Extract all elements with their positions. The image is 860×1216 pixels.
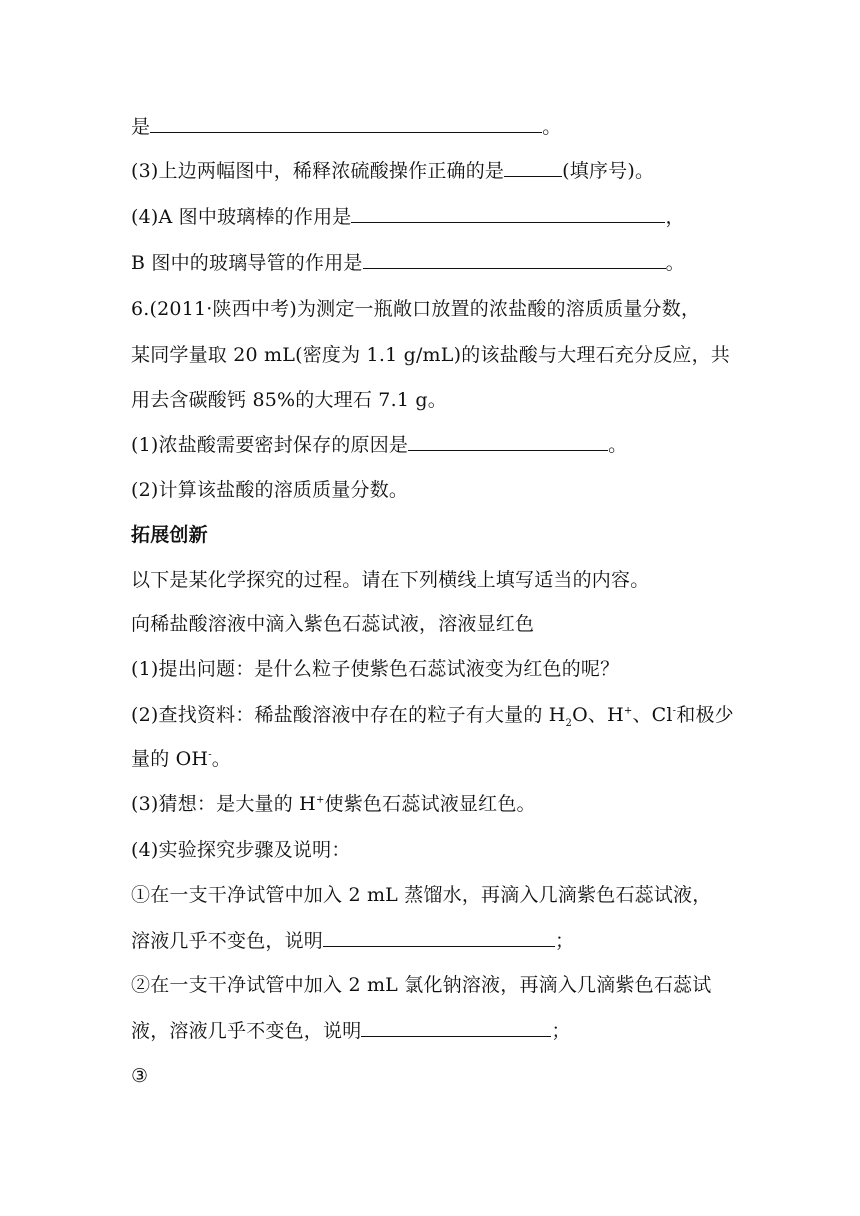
text: 是 [131, 116, 151, 138]
text: (4)A 图中玻璃棒的作用是 [131, 206, 352, 228]
text: 。 [608, 434, 628, 456]
superscript: - [208, 749, 212, 761]
step-2-line-2 [131, 746, 741, 772]
answer-blank[interactable] [363, 250, 666, 269]
text: 、Cl [632, 704, 673, 726]
answer-blank[interactable] [408, 432, 608, 451]
text: (2)查找资料：稀盐酸溶液中存在的粒子有大量的 H [131, 704, 566, 726]
step-4-line: (4)实验探究步骤及说明： [131, 839, 351, 861]
experiment-2-line-1: ②在一支干净试管中加入 2 mL 氯化钠溶液，再滴入几滴紫色石蕊试 [131, 974, 712, 996]
experiment-1-line-1: ①在一支干净试管中加入 2 mL 蒸馏水，再滴入几滴紫色石蕊试液， [131, 884, 712, 906]
answer-blank[interactable] [150, 114, 542, 133]
superscript: - [672, 705, 677, 717]
text: (3)猜想：是大量的 H [131, 793, 316, 815]
answer-blank[interactable] [351, 204, 665, 223]
q6-stem-line-2: 某同学量取 20 mL(密度为 1.1 g/mL)的该盐酸与大理石充分反应，共 [131, 344, 731, 366]
text: B 图中的玻璃导管的作用是 [131, 252, 363, 274]
subscript: 2 [565, 717, 573, 729]
text: 量的 OH [131, 748, 209, 770]
step-3-line [131, 791, 741, 817]
phenomenon-line: 向稀盐酸溶液中滴入紫色石蕊试液，溶液显红色 [131, 613, 535, 635]
q5-3-line [131, 158, 741, 184]
q5-4-line-1 [131, 204, 741, 230]
answer-blank[interactable] [323, 928, 555, 947]
q5-4-line-2 [131, 250, 741, 276]
q6-stem-line-3: 用去含碳酸钙 85%的大理石 7.1 g。 [131, 389, 447, 411]
answer-blank[interactable] [504, 158, 562, 177]
text: ； [551, 1020, 571, 1042]
text: (3)上边两幅图中，稀释浓硫酸操作正确的是 [131, 160, 505, 182]
text: 。 [542, 116, 562, 138]
answer-blank[interactable] [361, 1018, 551, 1037]
section-heading: 拓展创新 [131, 524, 208, 546]
experiment-2-line-2 [131, 1018, 741, 1044]
superscript: + [315, 794, 325, 806]
superscript: + [623, 705, 633, 717]
experiment-1-line-2 [131, 928, 741, 954]
text: 液，溶液几乎不变色，说明 [131, 1020, 362, 1042]
text: 使紫色石蕊试液显红色。 [324, 793, 536, 815]
q5-2-answer-line [131, 114, 741, 140]
text: 。 [211, 748, 231, 770]
text: 。 [665, 252, 685, 274]
step-1-line: (1)提出问题：是什么粒子使紫色石蕊试液变为红色的呢？ [131, 658, 620, 680]
experiment-3-line: ③ [131, 1065, 149, 1087]
text: 溶液几乎不变色，说明 [131, 930, 324, 952]
intro-line: 以下是某化学探究的过程。请在下列横线上填写适当的内容。 [131, 569, 650, 591]
text: ； [555, 930, 575, 952]
text: 和极少 [676, 704, 734, 726]
text: (1)浓盐酸需要密封保存的原因是 [131, 434, 409, 456]
step-2-line-1 [131, 702, 741, 728]
text: O、H [572, 704, 624, 726]
q6-2-line: (2)计算该盐酸的溶质质量分数。 [131, 479, 409, 501]
text: ， [665, 206, 685, 228]
q6-stem-line-1: 6.(2011·陕西中考)为测定一瓶敞口放置的浓盐酸的溶质质量分数， [131, 298, 701, 320]
q6-1-line [131, 432, 741, 458]
text: (填序号)。 [562, 160, 655, 182]
